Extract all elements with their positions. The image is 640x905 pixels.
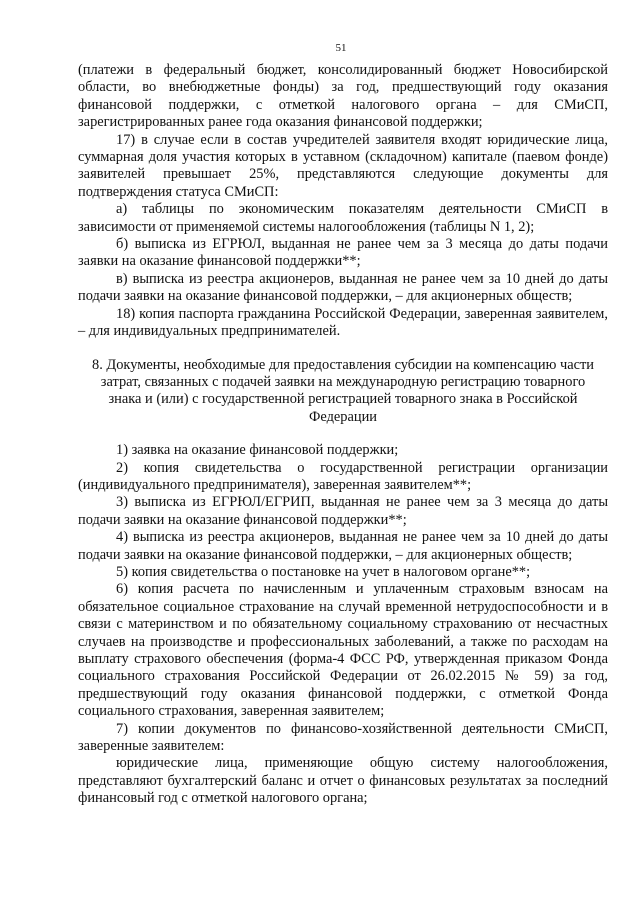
paragraph-item-18: 18) копия паспорта гражданина Российской Федерации, заверенная заявителем, – для индивидуальных предпринимателей.: [78, 305, 608, 340]
paragraph-item-3: 3) выписка из ЕГРЮЛ/ЕГРИП, выданная не ранее чем за 3 месяца до даты подачи заявки на оказание финансовой поддержки**;: [78, 494, 608, 528]
paragraph-item-2: 2) копия свидетельства о государственной регистрации организации (индивидуального предпринимателя), заверенная заявителем**;: [78, 459, 608, 493]
spacer: [78, 341, 608, 357]
paragraph-item-7: 7) копии документов по финансово-хозяйственной деятельности СМиСП, заверенные заявителем:: [78, 720, 608, 755]
paragraph-continuation: (платежи в федеральный бюджет, консолидированный бюджет Новосибирской области, во внебюджетные фонды) за год, предшествующий году оказания финансовой поддержки, с отметкой налогового органа – для СМиСП, зарегистрированных ранее года оказания финансовой поддержки;: [78, 62, 608, 131]
paragraph-item-17b: б) выписка из ЕГРЮЛ, выданная не ранее чем за 3 месяца до даты подачи заявки на оказание финансовой поддержки**;: [78, 236, 608, 270]
paragraph-item-17: 17) в случае если в состав учредителей заявителя входят юридические лица, суммарная доля участия которых в уставном (складочном) капитале (паевом фонде) заявителей превышает 25%, представляются следующие документы для подтверждения статуса СМиСП:: [78, 131, 608, 200]
page-number: 51: [335, 42, 347, 54]
section-heading: 8. Документы, необходимые для предоставления субсидии на компенсацию части затрат, связанных с подачей заявки на международную регистрацию товарного знака и (или) с государственной регистрацией товарного знака в Российской Федерации: [92, 356, 594, 425]
paragraph-item-17c: в) выписка из реестра акционеров, выданная не ранее чем за 10 дней до даты подачи заявки на оказание финансовой поддержки, – для акционерных обществ;: [78, 270, 608, 305]
paragraph-item-5: 5) копия свидетельства о постановке на учет в налоговом органе**;: [116, 563, 531, 580]
paragraph-item-4: 4) выписка из реестра акционеров, выданная не ранее чем за 10 дней до даты подачи заявки на оказание финансовой поддержки, – для акционерных обществ;: [78, 529, 608, 563]
paragraph-item-6: 6) копия расчета по начисленным и уплаченным страховым взносам на обязательное социальное страхование на случай временной нетрудоспособности и в связи с материнством и по обязательному социальному страхованию от несчастных случаев на производстве и профессиональных заболеваний, а также по расходам на выплату страхового обеспечения (форма-4 ФСС РФ, утвержденная приказом Фонда социального страхования Российской Федерации от 26.02.2015 № 59) за год, предшествующий году оказания финансовой поддержки, с отметкой Фонда социального страхования, заверенная заявителем;: [78, 581, 608, 720]
spacer: [78, 426, 608, 442]
paragraph-item-17a: а) таблицы по экономическим показателям деятельности СМиСП в зависимости от применяемой системы налогообложения (таблицы N 1, 2);: [78, 201, 608, 235]
paragraph-item-1: 1) заявка на оказание финансовой поддержки;: [116, 442, 399, 459]
paragraph-item-7-legal-entities: юридические лица, применяющие общую систему налогообложения, представляют бухгалтерский баланс и отчет о финансовых результатах за последний финансовый год с отметкой налогового органа;: [78, 755, 608, 807]
document-page: [78, 40, 608, 808]
